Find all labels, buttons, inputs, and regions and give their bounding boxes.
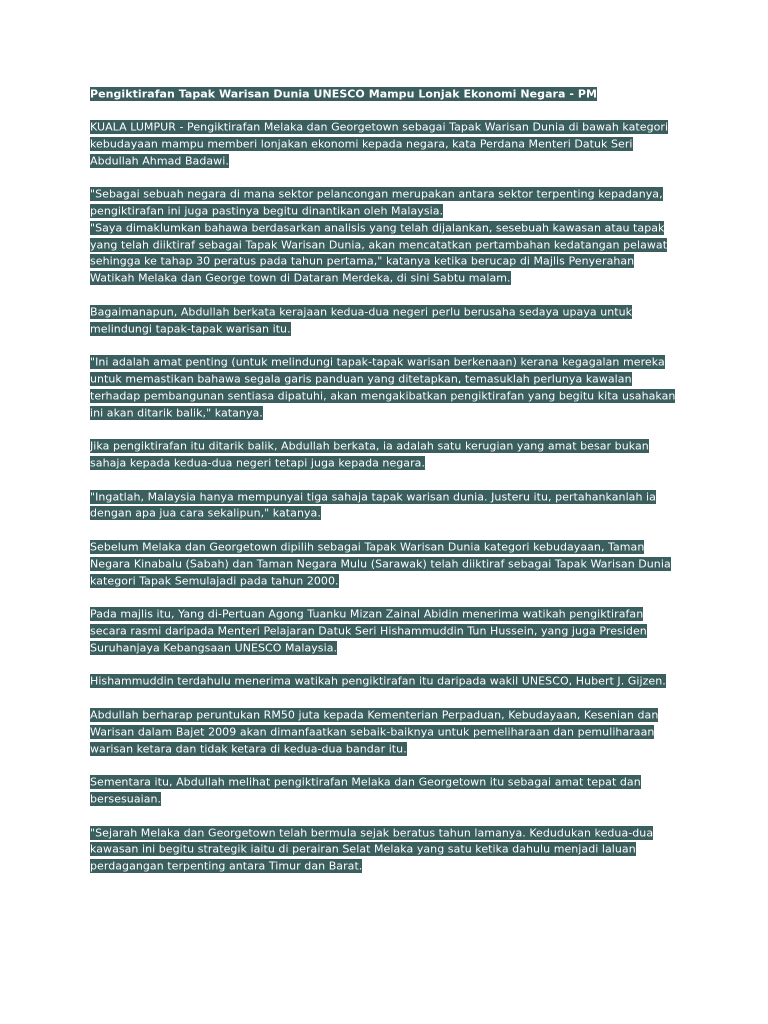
paragraph-text: Abdullah berharap peruntukan RM50 juta kepada Kementerian Perpaduan, Kebudayaan, Kesenian dan Warisan dalam Bajet 2009 akan dimanfaatkan sebaik-baiknya untuk pemeliharaan dan pemuliharaan warisan ketara dan tidak ketara di kedua-dua bandar itu. <box>90 708 659 756</box>
paragraph-text: Bagaimanapun, Abdullah berkata kerajaan kedua-dua negeri perlu berusaha sedaya upaya untuk melindungi tapak-tapak warisan itu. <box>90 305 633 336</box>
paragraph <box>90 825 680 875</box>
document-page <box>90 86 680 892</box>
paragraph <box>90 187 680 221</box>
paragraph-text: "Sebagai sebuah negara di mana sektor pelancongan merupakan antara sektor terpenting kepadanya, pengiktirafan ini juga pastinya begitu dinantikan oleh Malaysia. <box>90 187 663 218</box>
paragraph-text: KUALA LUMPUR - Pengiktirafan Melaka dan Georgetown sebagai Tapak Warisan Dunia di bawah kategori kebudayaan mampu memberi lonjakan ekonomi kepada negara, kata Perdana Menteri Datuk Seri Abdullah Ahmad Badawi. <box>90 120 669 168</box>
paragraph <box>90 707 680 757</box>
paragraph <box>90 775 680 809</box>
paragraph <box>90 355 680 422</box>
paragraph <box>90 540 680 590</box>
paragraph-text: "Saya dimaklumkan bahawa berdasarkan analisis yang telah dijalankan, sesebuah kawasan atau tapak yang telah diiktiraf sebagai Tapak Warisan Dunia, akan mencatatkan pertambahan kedatangan pelawat sehingga ke tahap 30 peratus pada tahun pertama," katanya ketika berucap di Majlis Penyerahan Watikah Melaka dan George town di Dataran Merdeka, di sini Sabtu malam. <box>90 221 668 285</box>
article-title <box>90 86 680 103</box>
paragraph <box>90 439 680 473</box>
paragraph <box>90 220 680 287</box>
paragraph-text: Pada majlis itu, Yang di-Pertuan Agong Tuanku Mizan Zainal Abidin menerima watikah pengiktirafan secara rasmi daripada Menteri Pelajaran Datuk Seri Hishammuddin Tun Hussein, yang juga Presiden Suruhanjaya Kebangsaan UNESCO Malaysia. <box>90 607 647 655</box>
paragraph-text: "Ini adalah amat penting (untuk melindungi tapak-tapak warisan berkenaan) kerana kegagalan mereka untuk memastikan bahawa segala garis panduan yang ditetapkan, temasuklah perlunya kawalan terhadap pembangunan sentiasa dipatuhi, akan mengakibatkan pengiktirafan yang begitu kita usahakan ini akan ditarik balik," katanya. <box>90 355 676 420</box>
paragraph-text: "Ingatlah, Malaysia hanya mempunyai tiga sahaja tapak warisan dunia. Justeru itu, pertahankanlah ia dengan apa jua cara sekalipun," katanya. <box>90 490 656 520</box>
paragraph-text: Hishammuddin terdahulu menerima watikah pengiktirafan itu daripada wakil UNESCO, Hubert J. Gijzen. <box>90 674 666 688</box>
paragraph <box>90 489 680 523</box>
article-title-text: Pengiktirafan Tapak Warisan Dunia UNESCO Mampu Lonjak Ekonomi Negara - PM <box>90 87 597 100</box>
paragraph <box>90 607 680 657</box>
paragraph-text: Sementara itu, Abdullah melihat pengiktirafan Melaka dan Georgetown itu sebagai amat tepat dan bersesuaian. <box>90 775 641 806</box>
paragraph <box>90 304 680 338</box>
paragraph-text: Sebelum Melaka dan Georgetown dipilih sebagai Tapak Warisan Dunia kategori kebudayaan, Taman Negara Kinabalu (Sabah) dan Taman Negara Mulu (Sarawak) telah diiktiraf sebagai Tapak Warisan Dunia kategori Tapak Semulajadi pada tahun 2000. <box>90 540 671 588</box>
paragraph <box>90 674 680 691</box>
paragraph <box>90 120 680 170</box>
paragraph-text: Jika pengiktirafan itu ditarik balik, Abdullah berkata, ia adalah satu kerugian yang amat besar bukan sahaja kepada kedua-dua negeri tetapi juga kepada negara. <box>90 439 649 470</box>
paragraph-text: "Sejarah Melaka dan Georgetown telah bermula sejak beratus tahun lamanya. Kedudukan kedua-dua kawasan ini begitu strategik iaitu di perairan Selat Melaka yang satu ketika dahulu menjadi laluan perdagangan terpenting antara Timur dan Barat. <box>90 826 654 873</box>
